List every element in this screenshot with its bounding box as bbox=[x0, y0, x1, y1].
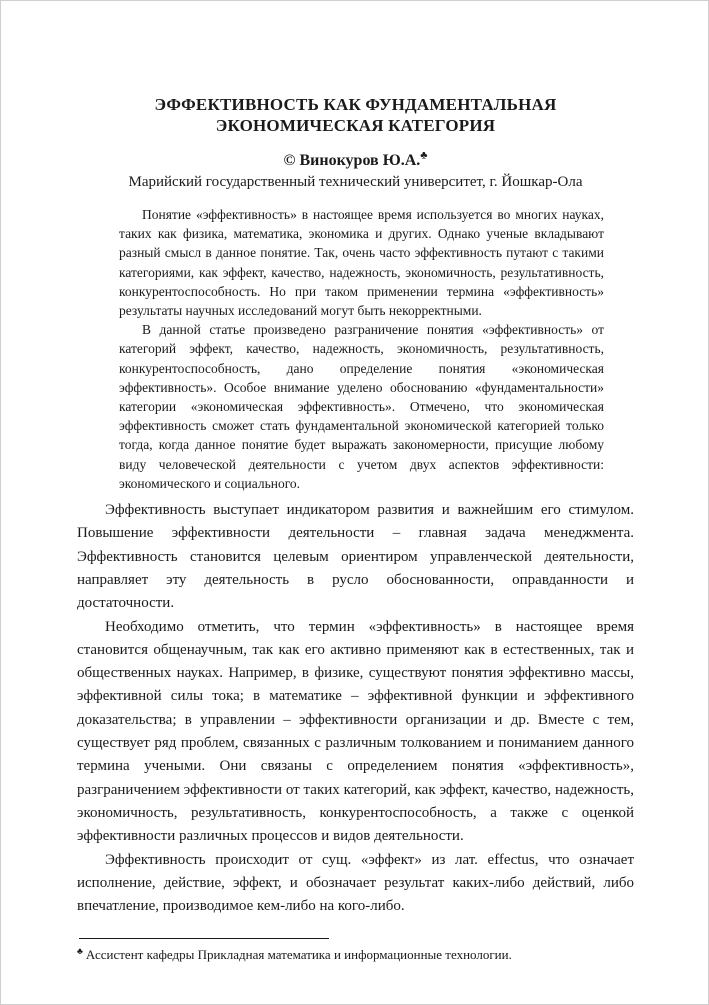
footnote-mark: ♣ bbox=[77, 946, 83, 957]
article-title-line1: ЭФФЕКТИВНОСТЬ КАК ФУНДАМЕНТАЛЬНАЯ bbox=[154, 95, 557, 114]
author-name: © Винокуров Ю.А. bbox=[283, 152, 421, 169]
abstract-paragraph-2: В данной статье произведено разграничение понятия «эффективность» от категорий эффект, качество, надежность, экономичность, результативность, конкурентоспособность, дано определение понятия «экономическая эффективность». Особое внимание уделено обоснованию «фундаментальности» категории «экономическая эффективность». Отмечено, что экономическая эффективность сможет стать фундаментальной экономической категорией только тогда, когда данное понятие будет выражать закономерности, присущие любому виду человеческой деятельности с учетом двух аспектов эффективности: экономического и социального. bbox=[119, 322, 604, 491]
footnote bbox=[77, 947, 634, 963]
author-line bbox=[77, 151, 634, 170]
footnote-text: Ассистент кафедры Прикладная математика и информационные технологии. bbox=[85, 947, 512, 963]
abstract-block bbox=[119, 205, 604, 493]
abstract-paragraph-1: Понятие «эффективность» в настоящее время используется во многих науках, таких как физика, математика, экономика и других. Однако ученые вкладывают разный смысл в данное понятие. Так, очень часто эффективность путают с такими категориями, как эффект, качество, надежность, экономичность, результативность, конкурентоспособность. Но при таком применении термина «эффективность» результаты научных исследований могут быть некорректными. bbox=[119, 207, 604, 319]
article-body bbox=[77, 499, 634, 918]
footnote-separator bbox=[79, 938, 329, 939]
affiliation: Марийский государственный технический университет, г. Йошкар-Ола bbox=[128, 174, 583, 190]
body-paragraph-3: Эффективность происходит от сущ. «эффект» из лат. effectus, что означает исполнение, действие, эффект, и обозначает результат каких-либо действий, либо впечатление, производимое кем-либо на кого-либо. bbox=[77, 851, 634, 915]
body-paragraph-2: Необходимо отметить, что термин «эффективность» в настоящее время становится общенаучным, так как его активно применяют как в естественных, так и общественных науках. Например, в физике, существуют понятия эффективно массы, эффективной силы тока; в математике – эффективной функции и эффективного доказательства; в управлении – эффективности организации и др. Вместе с тем, существует ряд проблем, связанных с различным толкованием и пониманием данного термина учеными. Они связаны с определением понятия «эффективность», разграничением эффективности от таких категорий, как эффект, качество, надежность, экономичность, результативность, конкурентоспособность, а также с оценкой эффективности различных процессов и видов деятельности. bbox=[77, 618, 634, 845]
author-footnote-mark: ♣ bbox=[420, 149, 428, 162]
article-title-line2: ЭКОНОМИЧЕСКАЯ КАТЕГОРИЯ bbox=[215, 116, 496, 135]
body-paragraph-1: Эффективность выступает индикатором развития и важнейшим его стимулом. Повышение эффективности деятельности – главная задача менеджмента. Эффективность становится целевым ориентиром управленческой деятельности, направляет эту деятельность в русло обоснованности, оправданности и достаточности. bbox=[77, 502, 634, 612]
article-title bbox=[77, 94, 634, 136]
